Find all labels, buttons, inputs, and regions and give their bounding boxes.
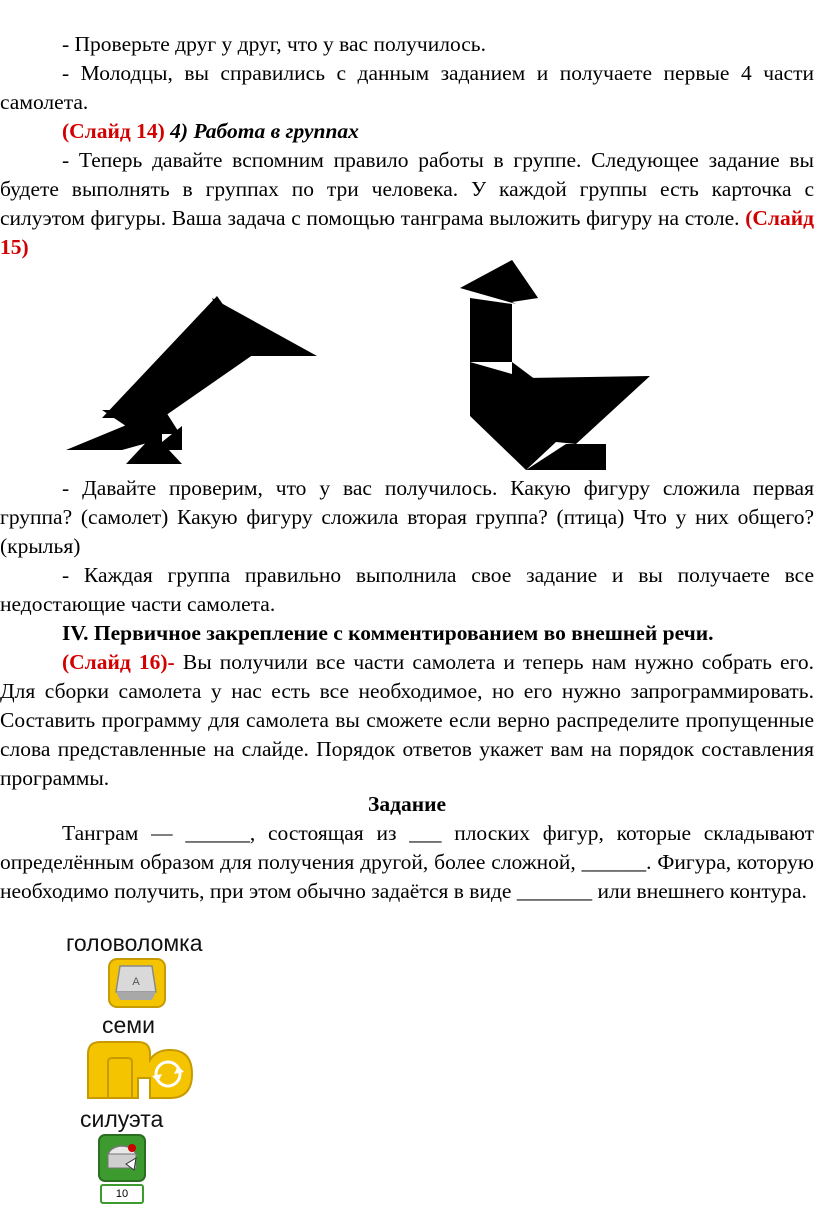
- paragraph-check: - Проверьте друг у друг, что у вас получилось.: [62, 32, 486, 56]
- slide-ref-14: (Слайд 14): [62, 119, 165, 143]
- motor-value-field[interactable]: 10: [100, 1184, 144, 1204]
- loop-block[interactable]: [84, 1038, 196, 1100]
- keyboard-key-icon: [108, 958, 166, 1008]
- slide-ref-16: (Слайд 16)-: [62, 650, 175, 674]
- slide-ref-15: (Слайд 15): [0, 206, 814, 259]
- bird-tangram-silhouette: [456, 258, 656, 472]
- airplane-tangram-silhouette: [62, 292, 362, 470]
- task-heading: Задание: [367, 792, 447, 816]
- loop-block-icon: [84, 1038, 196, 1100]
- keyboard-block[interactable]: [108, 958, 166, 1008]
- paragraph-check-groups: - Давайте проверим, что у вас получилось. Какую фигуру сложила первая группа? (самолет) Какую фигуру сложила вторая группа? (птица) Что у них общего? (крылья): [0, 476, 814, 558]
- key-letter: A: [132, 976, 140, 988]
- task-text: Танграм — ______, состоящая из ___ плоских фигур, которые складывают определённым образом для получения другой, более сложной, ______. Фигура, которую необходимо получить, при этом обычно задаётся в виде _______ или внешнего контура.: [0, 821, 814, 903]
- motor-block[interactable]: [98, 1134, 146, 1204]
- slide16-text: Вы получили все части самолета и теперь нам нужно собрать его. Для сборки самолета у нас есть все необходимое, но его нужно запрограммировать. Составить программу для самолета вы сможете если верно распределите пропущенные слова представленные на слайде. Порядок ответов укажет вам на порядок составления программы.: [0, 650, 814, 790]
- word-label-puzzle: головоломка: [66, 930, 203, 956]
- word-label-seven: семи: [102, 1012, 155, 1038]
- section-heading-iv: IV. Первичное закрепление с комментированием во внешней речи.: [62, 621, 714, 645]
- word-label-silhouette: силуэта: [80, 1106, 164, 1132]
- motor-block-icon: [98, 1134, 146, 1182]
- paragraph-missing-parts: - Каждая группа правильно выполнила свое задание и вы получаете все недостающие части самолета.: [0, 563, 814, 616]
- paragraph-slide14: [0, 117, 814, 146]
- paragraph-group-task: [0, 146, 814, 262]
- section-title-groups: 4) Работа в группах: [164, 119, 359, 143]
- paragraph-slide16: [0, 648, 814, 793]
- group-task-text: - Теперь давайте вспомним правило работы в группе. Следующее задание вы будете выполнять в группах по три человека. У каждой группы есть карточка с силуэтом фигуры. Ваша задача с помощью танграма выложить фигуру на столе.: [0, 148, 814, 230]
- paragraph-well-done: - Молодцы, вы справились с данным заданием и получаете первые 4 части самолета.: [0, 61, 814, 114]
